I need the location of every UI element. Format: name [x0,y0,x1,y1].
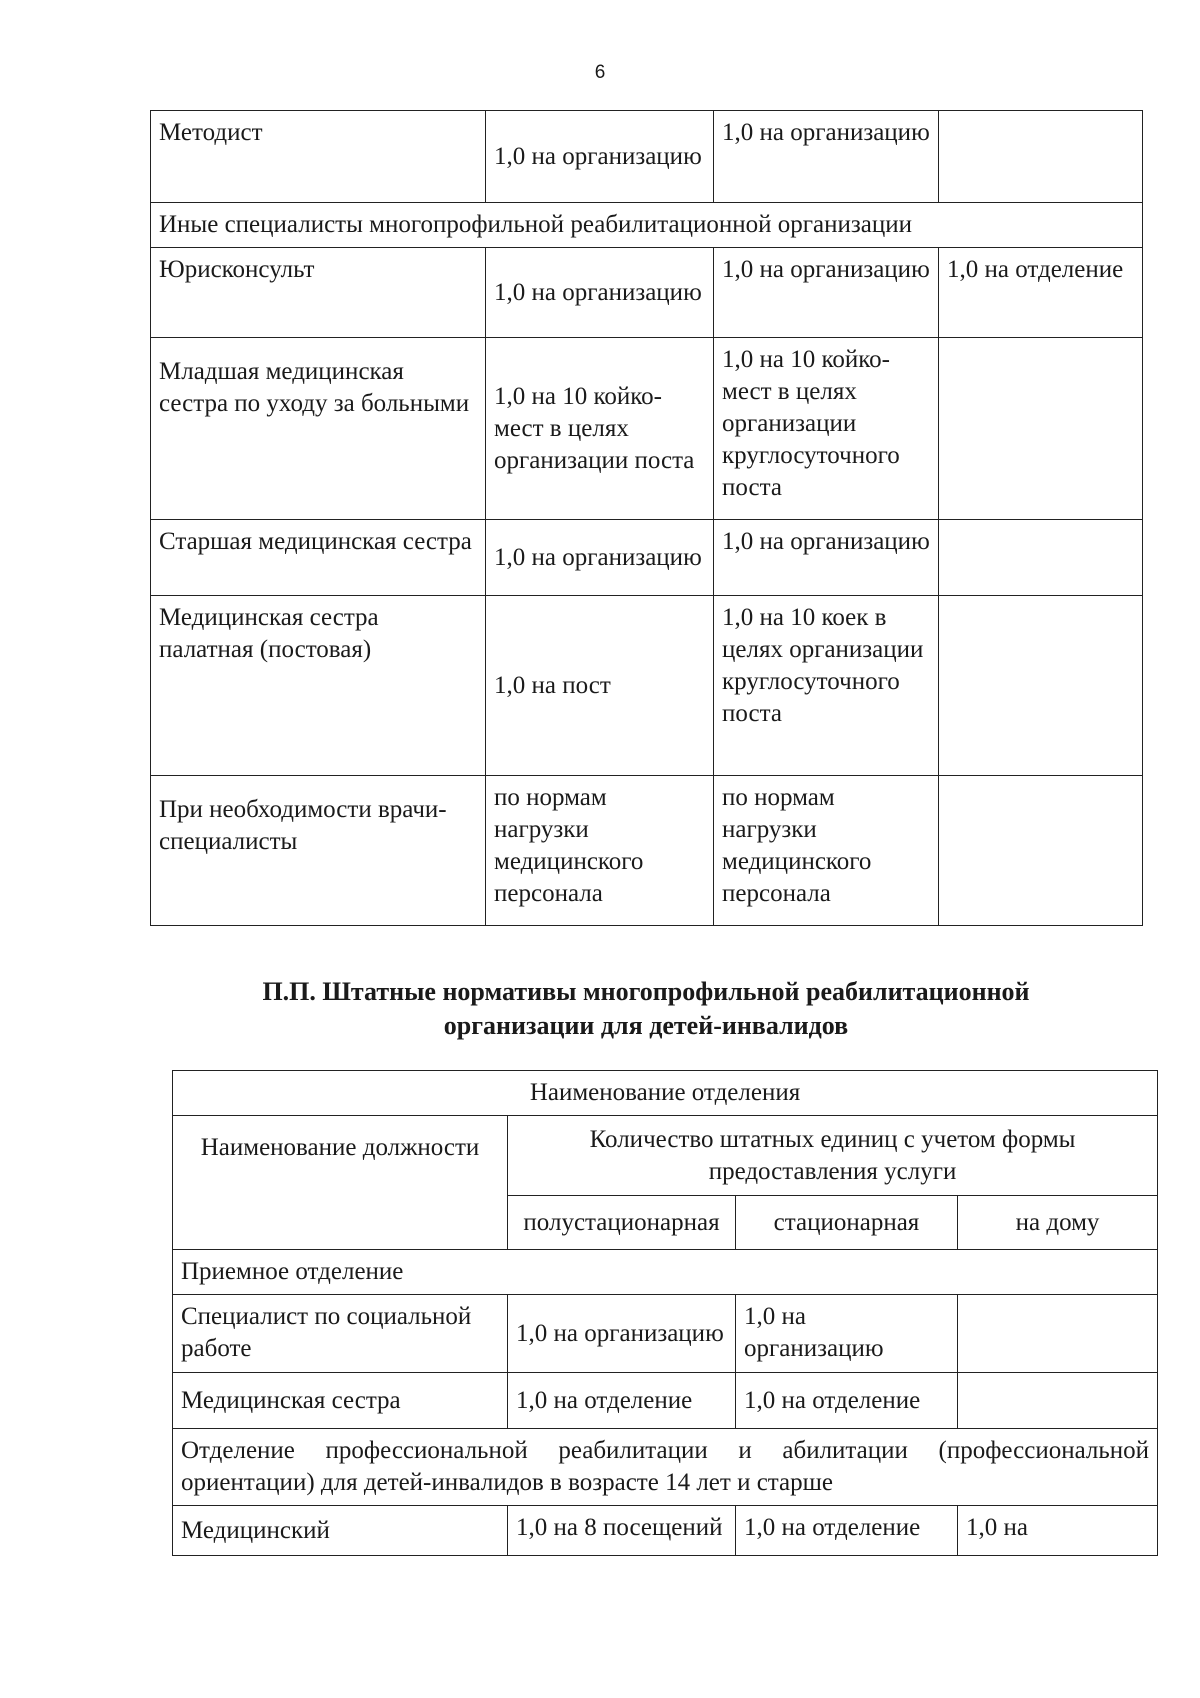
table-section-row [151,203,1143,248]
semi-stationary-cell: 1,0 на отделение [508,1373,736,1429]
position-cell: Медицинский [173,1506,508,1556]
section-heading-line: организации для детей-инвалидов [443,1011,849,1040]
semi-stationary-cell: по нормам нагрузки медицинского персонала [486,776,714,926]
staffing-table-children [172,1070,1158,1556]
form-header-home: на дому [958,1196,1158,1250]
stationary-cell: 1,0 на организацию [714,111,939,203]
semi-stationary-cell: 1,0 на организацию [508,1295,736,1373]
position-cell: Методист [151,111,486,203]
table-section-row [173,1429,1158,1506]
home-cell [939,338,1143,520]
semi-stationary-cell: 1,0 на организацию [486,248,714,338]
table-row [151,338,1143,520]
semi-stationary-cell: 1,0 на организацию [486,520,714,596]
home-cell: 1,0 на [958,1506,1158,1556]
stationary-cell: 1,0 на 10 койко-мест в целях организации круглосуточного поста [714,338,939,520]
units-header: Количество штатных единиц с учетом формы предоставления услуги [508,1116,1158,1196]
table-header-row [173,1071,1158,1116]
position-cell: Специалист по социальной работе [173,1295,508,1373]
home-cell [939,111,1143,203]
table-row [151,596,1143,776]
staffing-table-continued [150,110,1143,926]
form-header-semi-stationary: полустационарная [508,1196,736,1250]
semi-stationary-cell: 1,0 на 8 посещений [508,1506,736,1556]
section-title-cell: Иные специалисты многопрофильной реабилитационной организации [151,203,1143,248]
position-name-header: Наименование должности [173,1116,508,1250]
section-title-cell: Приемное отделение [173,1250,1158,1295]
section-heading [150,975,1142,1043]
table-row [151,776,1143,926]
table-row [173,1373,1158,1429]
home-cell [958,1295,1158,1373]
stationary-cell: по нормам нагрузки медицинского персонала [714,776,939,926]
table-row [151,111,1143,203]
stationary-cell: 1,0 на отделение [736,1506,958,1556]
department-name-header: Наименование отделения [173,1071,1158,1116]
table-section-row [173,1250,1158,1295]
position-cell: Старшая медицинская сестра [151,520,486,596]
home-cell [958,1373,1158,1429]
table-header-row [173,1116,1158,1196]
semi-stationary-cell: 1,0 на пост [486,596,714,776]
section-heading-line: П.П. Штатные нормативы многопрофильной реабилитационной [262,977,1030,1006]
position-cell: Медицинская сестра [173,1373,508,1429]
semi-stationary-cell: 1,0 на организацию [486,111,714,203]
position-cell: Медицинская сестра палатная (постовая) [151,596,486,776]
home-cell [939,776,1143,926]
section-title-cell: Отделение профессиональной реабилитации и абилитации (профессиональной ориентации) для детей-инвалидов в возрасте 14 лет и старше [173,1429,1158,1506]
home-cell: 1,0 на отделение [939,248,1143,338]
semi-stationary-cell: 1,0 на 10 койко-мест в целях организации поста [486,338,714,520]
table-row [173,1295,1158,1373]
table-row [151,520,1143,596]
position-cell: Юрисконсульт [151,248,486,338]
stationary-cell: 1,0 на организацию [714,248,939,338]
form-header-stationary: стационарная [736,1196,958,1250]
stationary-cell: 1,0 на организацию [736,1295,958,1373]
home-cell [939,520,1143,596]
stationary-cell: 1,0 на 10 коек в целях организации круглосуточного поста [714,596,939,776]
stationary-cell: 1,0 на отделение [736,1373,958,1429]
position-cell: Младшая медицинская сестра по уходу за больными [151,338,486,520]
home-cell [939,596,1143,776]
page-number: 6 [594,62,606,83]
position-cell: При необходимости врачи-специалисты [151,776,486,926]
table-row [151,248,1143,338]
stationary-cell: 1,0 на организацию [714,520,939,596]
table-row [173,1506,1158,1556]
